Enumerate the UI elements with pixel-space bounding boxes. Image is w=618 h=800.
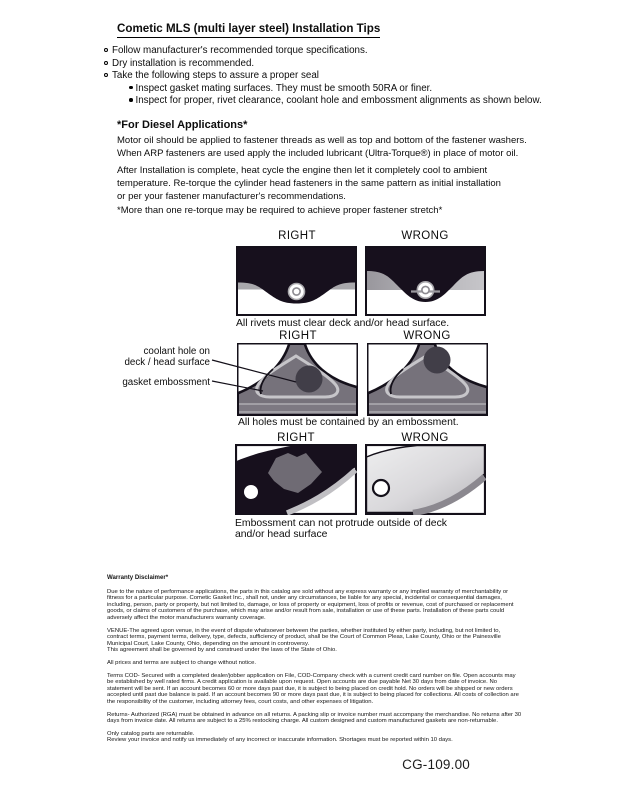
diesel-section-heading: *For Diesel Applications*	[117, 119, 248, 131]
wrong-label-row1: WRONG	[401, 230, 449, 242]
rivet-clearance-wrong-illustration	[365, 246, 486, 316]
gasket-embossment-annotation: gasket embossment	[122, 377, 210, 388]
coolant-hole-icon	[296, 366, 323, 393]
paragraph-line: Motor oil should be applied to fastener threads as well as top and bottom of the fastener washers.	[117, 135, 527, 146]
tip-bullet-text: Dry installation is recommended.	[112, 57, 255, 69]
page-title: Cometic MLS (multi layer steel) Installation Tips	[117, 22, 380, 38]
row3-caption-line1: Embossment can not protrude outside of deck	[235, 518, 447, 529]
row3-caption-line2: and/or head surface	[235, 529, 328, 540]
retorque-note: *More than one re-torque may be required to achieve proper fastener stretch*	[117, 205, 443, 216]
disclaimer-paragraph: Returns- Authorized (RGA) must be obtained in advance on all returns. A packing slip or invoice number must accompany the merchandise. No returns after 30 days from invoice date. All returns are subject to a 25% restocking charge. All custom designed and custom manufactured gaskets are non-returnable.	[107, 711, 522, 725]
paragraph-line: When ARP fasteners are used apply the included lubricant (Ultra-Torque®) in place of motor oil.	[117, 148, 519, 159]
diesel-paragraph-1	[117, 134, 527, 160]
right-label-row3: RIGHT	[277, 432, 315, 444]
row2-caption: All holes must be contained by an embossment.	[238, 417, 459, 428]
tip-bullet	[104, 45, 368, 56]
coolant-hole-annotation	[88, 346, 210, 368]
tip-sub-bullet-text: Inspect gasket mating surfaces. They must be smooth 50RA or finer.	[135, 82, 433, 94]
diagram-protrusion-wrong	[365, 444, 486, 515]
bolt-hole-icon	[244, 485, 258, 499]
warranty-disclaimer-block	[107, 575, 522, 750]
paragraph-line: or per your fastener manufacturer's recommendations.	[117, 191, 346, 202]
diagram-hole-right	[237, 343, 358, 416]
tip-sub-bullet	[129, 83, 432, 94]
row1-caption: All rivets must clear deck and/or head surface.	[236, 318, 450, 329]
protrusion-right-illustration	[235, 444, 357, 515]
disclaimer-heading: Warranty Disclaimer*	[107, 574, 169, 581]
rivet-clearance-right-illustration	[236, 246, 357, 316]
circle-bullet-icon	[104, 48, 108, 52]
tip-bullet	[104, 70, 319, 81]
hole-embossment-right-illustration	[237, 343, 358, 416]
coolant-hole-icon	[424, 347, 451, 374]
dot-bullet-icon	[129, 98, 133, 102]
right-label-row2: RIGHT	[279, 330, 317, 342]
diagram-hole-wrong	[367, 343, 488, 416]
hole-embossment-wrong-illustration	[367, 343, 488, 416]
annotation-line: deck / head surface	[124, 357, 210, 368]
diagram-protrusion-right	[235, 444, 357, 515]
annotation-line: coolant hole on	[143, 346, 210, 357]
tip-bullet-text: Take the following steps to assure a proper seal	[112, 70, 319, 81]
tip-sub-bullet-text: Inspect for proper, rivet clearance, coolant hole and embossment alignments as shown below.	[135, 95, 542, 106]
page-code: CG-109.00	[402, 757, 470, 772]
disclaimer-paragraph: Terms COD- Secured with a completed dealer/jobber application on File, COD-Company check with a current credit card number on file. Open accounts may be established by well rated firms. A credit application is available upon request. Open accounts are due payable Net 30 days from date of invoice. No statement will be sent. If an account becomes 60 or more days past due, it is subject to being placed on credit hold. No orders will be shipped or new orders accepted until past due balance is paid. If an account becomes 90 or more days past due, it is subject to being placed for collections. All costs of collection are the responsibility of the customer, including attorney fees, court costs, and other expenses of litigation.	[107, 672, 519, 705]
disclaimer-paragraph: Due to the nature of performance applications, the parts in this catalog are sold without any express warranty or any implied warranty of merchantability or fitness for a particular purpose. Cometic Gasket Inc., shall not, under any circumstances, be liable for any special, incidental or consequential damages, including, person, party or property, but not limited to, damage, or loss of property or equipment, loss of profits or revenue, cost of purchased or replacement goods, or claims of customers of the purchase, which may arise and/or result from sale, installation or use of these parts. Installation of these parts could adversely affect the motor manufacturers warranty coverage.	[107, 588, 514, 621]
protrusion-wrong-illustration	[365, 444, 486, 515]
dot-bullet-icon	[129, 86, 133, 90]
tip-sub-bullet	[129, 95, 542, 106]
diesel-paragraph-2	[117, 164, 501, 203]
disclaimer-paragraph: VENUE-The agreed upon venue, in the event of dispute whatsoever between the parties, whether instituted by either party, including, but not limited to, contract terms, payment terms, delivery, type, defects, sufficiency of product, shall be the Court of Common Pleas, Lake County, Ohio or the Painesville Municipal Court, Lake County, Ohio, depending on the amount in controversy.	[107, 627, 501, 647]
tip-bullet	[104, 58, 254, 69]
diagram-rivet-wrong	[365, 246, 486, 316]
disclaimer-paragraph: Only catalog parts are returnable.	[107, 730, 195, 737]
tip-bullet-text: Follow manufacturer's recommended torque specifications.	[112, 45, 368, 56]
paragraph-line: After Installation is complete, heat cycle the engine then let it completely cool to ambient	[117, 165, 488, 176]
disclaimer-paragraph: Review your invoice and notify us immediately of any incorrect or inaccurate information. Shortages must be reported within 10 days.	[107, 737, 453, 744]
circle-bullet-icon	[104, 73, 108, 77]
wrong-label-row3: WRONG	[401, 432, 449, 444]
bolt-hole-icon	[373, 480, 389, 496]
paragraph-line: temperature. Re-torque the cylinder head fasteners in the same pattern as initial installation	[117, 178, 501, 189]
diagram-rivet-right	[236, 246, 357, 316]
wrong-label-row2: WRONG	[403, 330, 451, 342]
disclaimer-paragraph: This agreement shall be governed by and construed under the laws of the State of Ohio.	[107, 647, 337, 654]
circle-bullet-icon	[104, 61, 108, 65]
disclaimer-paragraph: All prices and terms are subject to change without notice.	[107, 659, 256, 666]
right-label-row1: RIGHT	[278, 230, 316, 242]
